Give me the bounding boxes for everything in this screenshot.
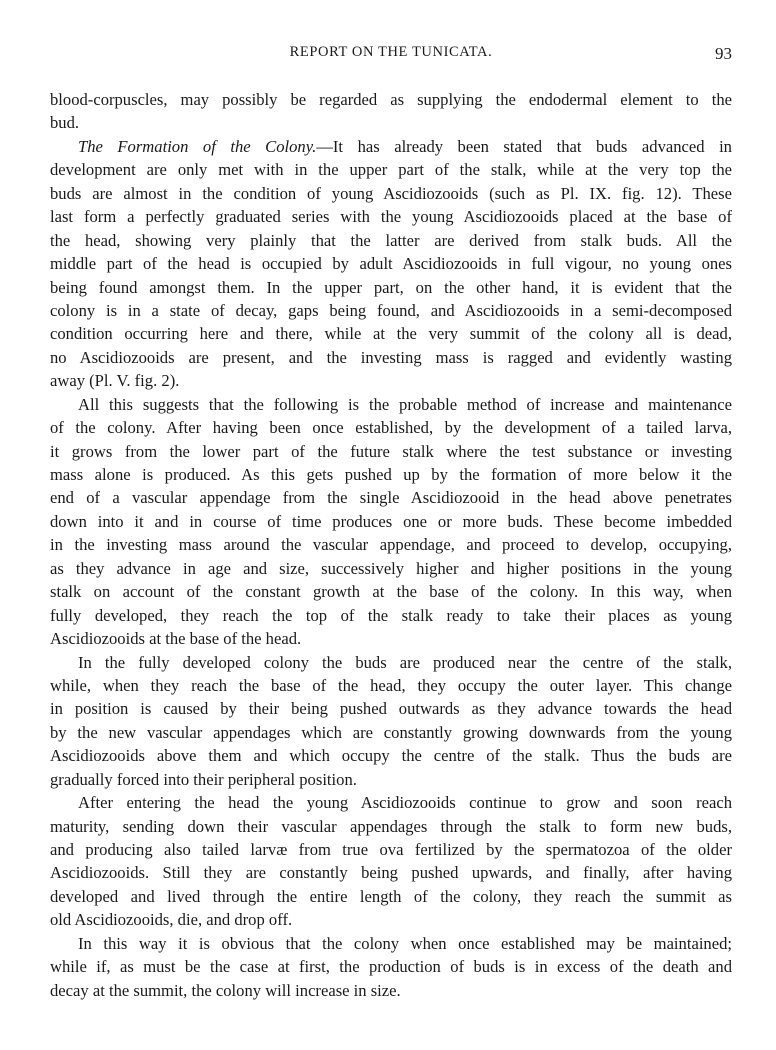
paragraph bbox=[50, 393, 732, 651]
line-text: no Ascidiozooids are present, and the investing mass is ragged and evidently wasting bbox=[50, 347, 732, 367]
text-line bbox=[50, 861, 732, 884]
line-text: Ascidiozooids at the base of the head. bbox=[50, 629, 302, 649]
text-line bbox=[50, 815, 732, 838]
text-line bbox=[50, 440, 732, 463]
text-line bbox=[50, 346, 732, 369]
text-line bbox=[50, 229, 732, 252]
body-text bbox=[50, 88, 732, 1002]
text-line bbox=[50, 885, 732, 908]
line-text: old Ascidiozooids, die, and drop off. bbox=[50, 910, 293, 930]
line-text: mass alone is produced. As this gets pushed up by the formation of more below it the bbox=[50, 465, 732, 484]
line-text: and producing also tailed larvæ from true ova fertilized by the spermatozoa of the older bbox=[50, 840, 732, 859]
text-line bbox=[50, 744, 732, 767]
line-text: in position is caused by their being pushed outwards as they advance towards the head bbox=[50, 699, 732, 719]
line-text: maturity, sending down their vascular appendages through the stalk to form new buds, bbox=[50, 816, 732, 836]
line-text: condition occurring here and there, while at the very summit of the colony all is dead, bbox=[50, 324, 732, 344]
line-text: Ascidiozooids. Still they are constantly being pushed upwards, and finally, after having bbox=[50, 863, 732, 883]
line-text: buds are almost in the condition of young Ascidiozooids (such as Pl. IX. fig. 12). These bbox=[50, 183, 732, 203]
page-header bbox=[50, 44, 732, 68]
text-line bbox=[50, 463, 732, 486]
text-line bbox=[50, 369, 732, 392]
text-line bbox=[50, 393, 732, 416]
line-text: In this way it is obvious that the colony when once established may be maintained; bbox=[78, 933, 732, 953]
line-text: middle part of the head is occupied by adult Ascidiozooids in full vigour, no young ones bbox=[50, 254, 732, 274]
line-text: of the colony. After having been once established, by the development of a tailed larva, bbox=[50, 418, 732, 438]
text-line bbox=[50, 135, 732, 158]
line-text: bud. bbox=[50, 113, 80, 133]
line-text: being found amongst them. In the upper part, on the other hand, it is evident that the bbox=[50, 277, 732, 297]
paragraph bbox=[50, 651, 732, 792]
paragraph bbox=[50, 932, 732, 1002]
line-text: development are only met with in the upper part of the stalk, while at the very top the bbox=[50, 160, 732, 180]
text-line bbox=[50, 908, 732, 931]
text-line bbox=[50, 604, 732, 627]
line-text: in the investing mass around the vascular appendage, and proceed to develop, occupying, bbox=[50, 535, 732, 555]
text-line bbox=[50, 580, 732, 603]
line-text: —It has already been stated that buds advanced in bbox=[316, 136, 732, 156]
paragraph bbox=[50, 135, 732, 393]
line-text: decay at the summit, the colony will increase in size. bbox=[50, 980, 401, 1000]
text-line bbox=[50, 697, 732, 720]
line-text: fully developed, they reach the top of the stalk ready to take their places as young bbox=[50, 605, 732, 625]
line-text: colony is in a state of decay, gaps being found, and Ascidiozooids in a semi-decomposed bbox=[50, 300, 732, 320]
line-text: as they advance in age and size, successively higher and higher positions in the young bbox=[50, 558, 732, 578]
text-line bbox=[50, 486, 732, 509]
text-line bbox=[50, 276, 732, 299]
text-line bbox=[50, 768, 732, 791]
line-text: by the new vascular appendages which are constantly growing downwards from the young bbox=[50, 722, 732, 742]
line-text: the head, showing very plainly that the latter are derived from stalk buds. All the bbox=[50, 230, 732, 250]
line-text: while, when they reach the base of the head, they occupy the outer layer. This change bbox=[50, 675, 732, 695]
line-text: it grows from the lower part of the future stalk where the test substance or investing bbox=[50, 441, 732, 461]
running-title: REPORT ON THE TUNICATA. bbox=[289, 44, 493, 60]
paragraph bbox=[50, 791, 732, 932]
line-text: stalk on account of the constant growth at the base of the colony. In this way, when bbox=[50, 582, 732, 602]
paragraph bbox=[50, 88, 732, 135]
text-line bbox=[50, 627, 732, 650]
text-line bbox=[50, 252, 732, 275]
text-line bbox=[50, 955, 732, 978]
line-text: developed and lived through the entire length of the colony, they reach the summit as bbox=[50, 886, 732, 906]
line-text: blood-corpuscles, may possibly be regarded as supplying the endodermal element to the bbox=[50, 90, 732, 109]
line-text: last form a perfectly graduated series with the young Ascidiozooids placed at the base of bbox=[50, 207, 732, 227]
text-line bbox=[50, 838, 732, 861]
text-line bbox=[50, 791, 732, 814]
text-line bbox=[50, 932, 732, 955]
line-text: end of a vascular appendage from the single Ascidiozooid in the head above penetrates bbox=[50, 488, 732, 508]
line-text: All this suggests that the following is the probable method of increase and maintenance bbox=[78, 394, 732, 414]
text-line bbox=[50, 416, 732, 439]
text-line bbox=[50, 182, 732, 205]
text-line bbox=[50, 322, 732, 345]
line-text: away (Pl. V. fig. 2). bbox=[50, 371, 180, 391]
text-line bbox=[50, 88, 732, 111]
line-text: while if, as must be the case at first, the production of buds is in excess of the death and bbox=[50, 957, 732, 977]
line-text: Ascidiozooids above them and which occupy the centre of the stalk. Thus the buds are bbox=[50, 746, 732, 766]
text-line bbox=[50, 158, 732, 181]
line-text: In the fully developed colony the buds are produced near the centre of the stalk, bbox=[78, 652, 732, 672]
line-text: After entering the head the young Ascidiozooids continue to grow and soon reach bbox=[78, 793, 732, 813]
text-line bbox=[50, 299, 732, 322]
line-text: gradually forced into their peripheral position. bbox=[50, 769, 357, 789]
text-line bbox=[50, 674, 732, 697]
section-heading: The Formation of the Colony. bbox=[78, 136, 317, 156]
text-line bbox=[50, 557, 732, 580]
text-line bbox=[50, 533, 732, 556]
text-line bbox=[50, 651, 732, 674]
line-text: down into it and in course of time produces one or more buds. These become imbedded bbox=[50, 511, 732, 531]
text-line bbox=[50, 721, 732, 744]
text-line bbox=[50, 205, 732, 228]
text-line bbox=[50, 510, 732, 533]
page-number: 93 bbox=[715, 44, 732, 63]
text-line bbox=[50, 979, 732, 1002]
text-line bbox=[50, 111, 732, 134]
